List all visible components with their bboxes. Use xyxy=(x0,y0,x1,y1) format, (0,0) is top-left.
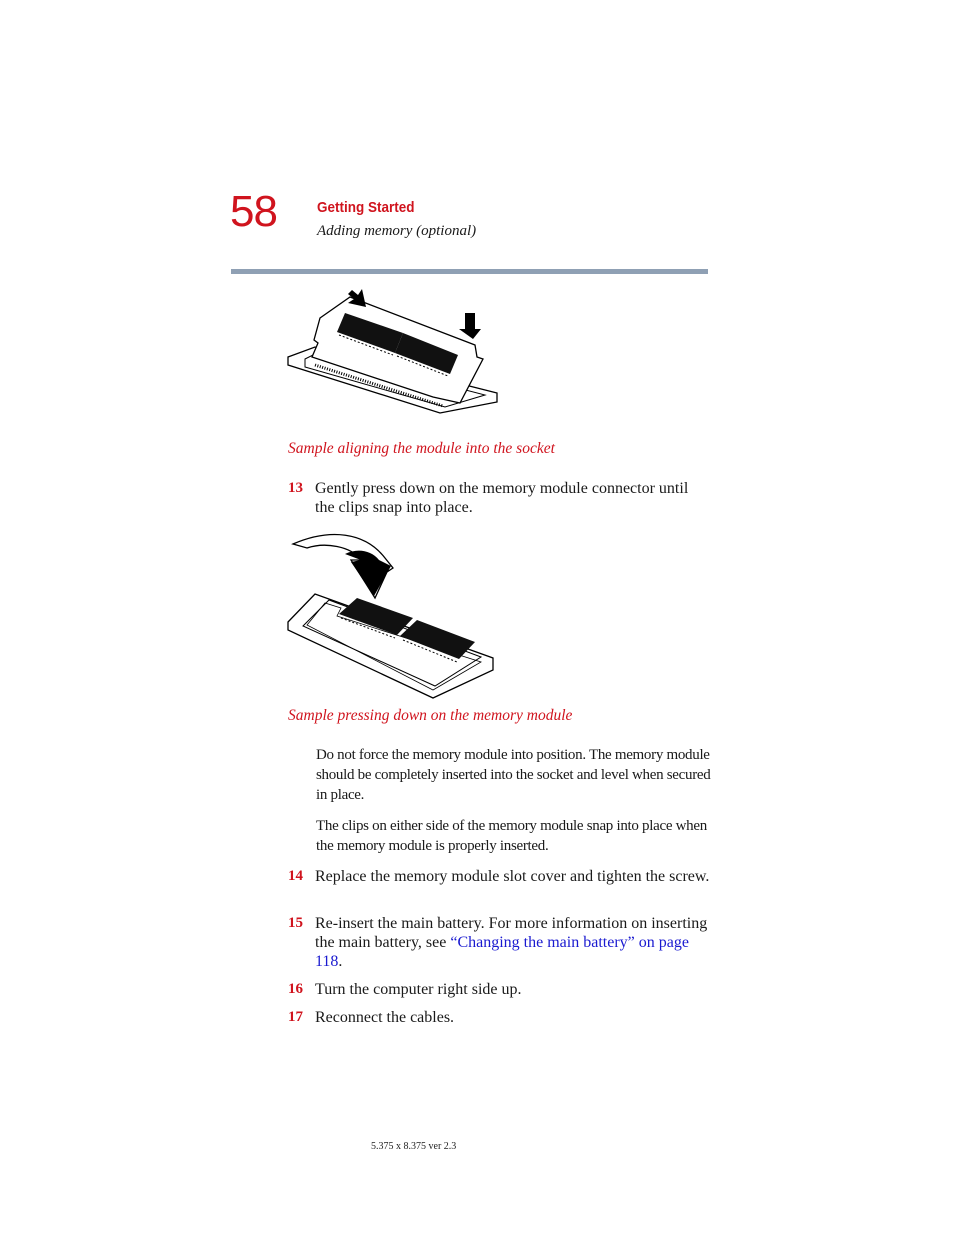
step-text xyxy=(315,914,710,971)
step-number: 13 xyxy=(288,480,303,496)
step-number: 17 xyxy=(288,1009,303,1025)
step-text: Gently press down on the memory module connector until the clips snap into place. xyxy=(315,480,689,516)
step-number: 15 xyxy=(288,915,303,931)
step-text: Reconnect the cables. xyxy=(315,1009,455,1026)
figure-caption: Sample pressing down on the memory module xyxy=(288,707,573,724)
step-number: 16 xyxy=(288,981,303,997)
note-paragraph: Do not force the memory module into position. The memory module should be completely inserted into the socket and level when secured in place. xyxy=(316,747,711,803)
step-text-after: . xyxy=(338,953,343,970)
step-number: 14 xyxy=(288,868,303,884)
figure-pressing-module xyxy=(285,530,500,705)
step-text: Turn the computer right side up. xyxy=(315,981,522,998)
chapter-title: Getting Started xyxy=(317,199,415,216)
page-number: 58 xyxy=(230,187,277,236)
figure-caption: Sample aligning the module into the socket xyxy=(288,440,555,457)
footer-version: 5.375 x 8.375 ver 2.3 xyxy=(371,1141,457,1152)
header-rule xyxy=(231,269,708,274)
step-13 xyxy=(288,479,708,519)
step-17 xyxy=(288,1008,708,1028)
step-text: Replace the memory module slot cover and tighten the screw. xyxy=(315,868,710,885)
section-title: Adding memory (optional) xyxy=(317,223,477,239)
figure-aligning-module xyxy=(285,285,505,415)
changing-battery-link[interactable]: “Changing the main battery” on page 118 xyxy=(315,934,689,970)
step-15 xyxy=(288,914,708,974)
step-16 xyxy=(288,980,708,1000)
step-text-before: Re-insert the main battery. For more information on inserting the main battery, see xyxy=(315,915,708,951)
note-paragraph: The clips on either side of the memory module snap into place when the memory module is properly inserted. xyxy=(316,818,707,854)
step-14 xyxy=(288,867,708,907)
